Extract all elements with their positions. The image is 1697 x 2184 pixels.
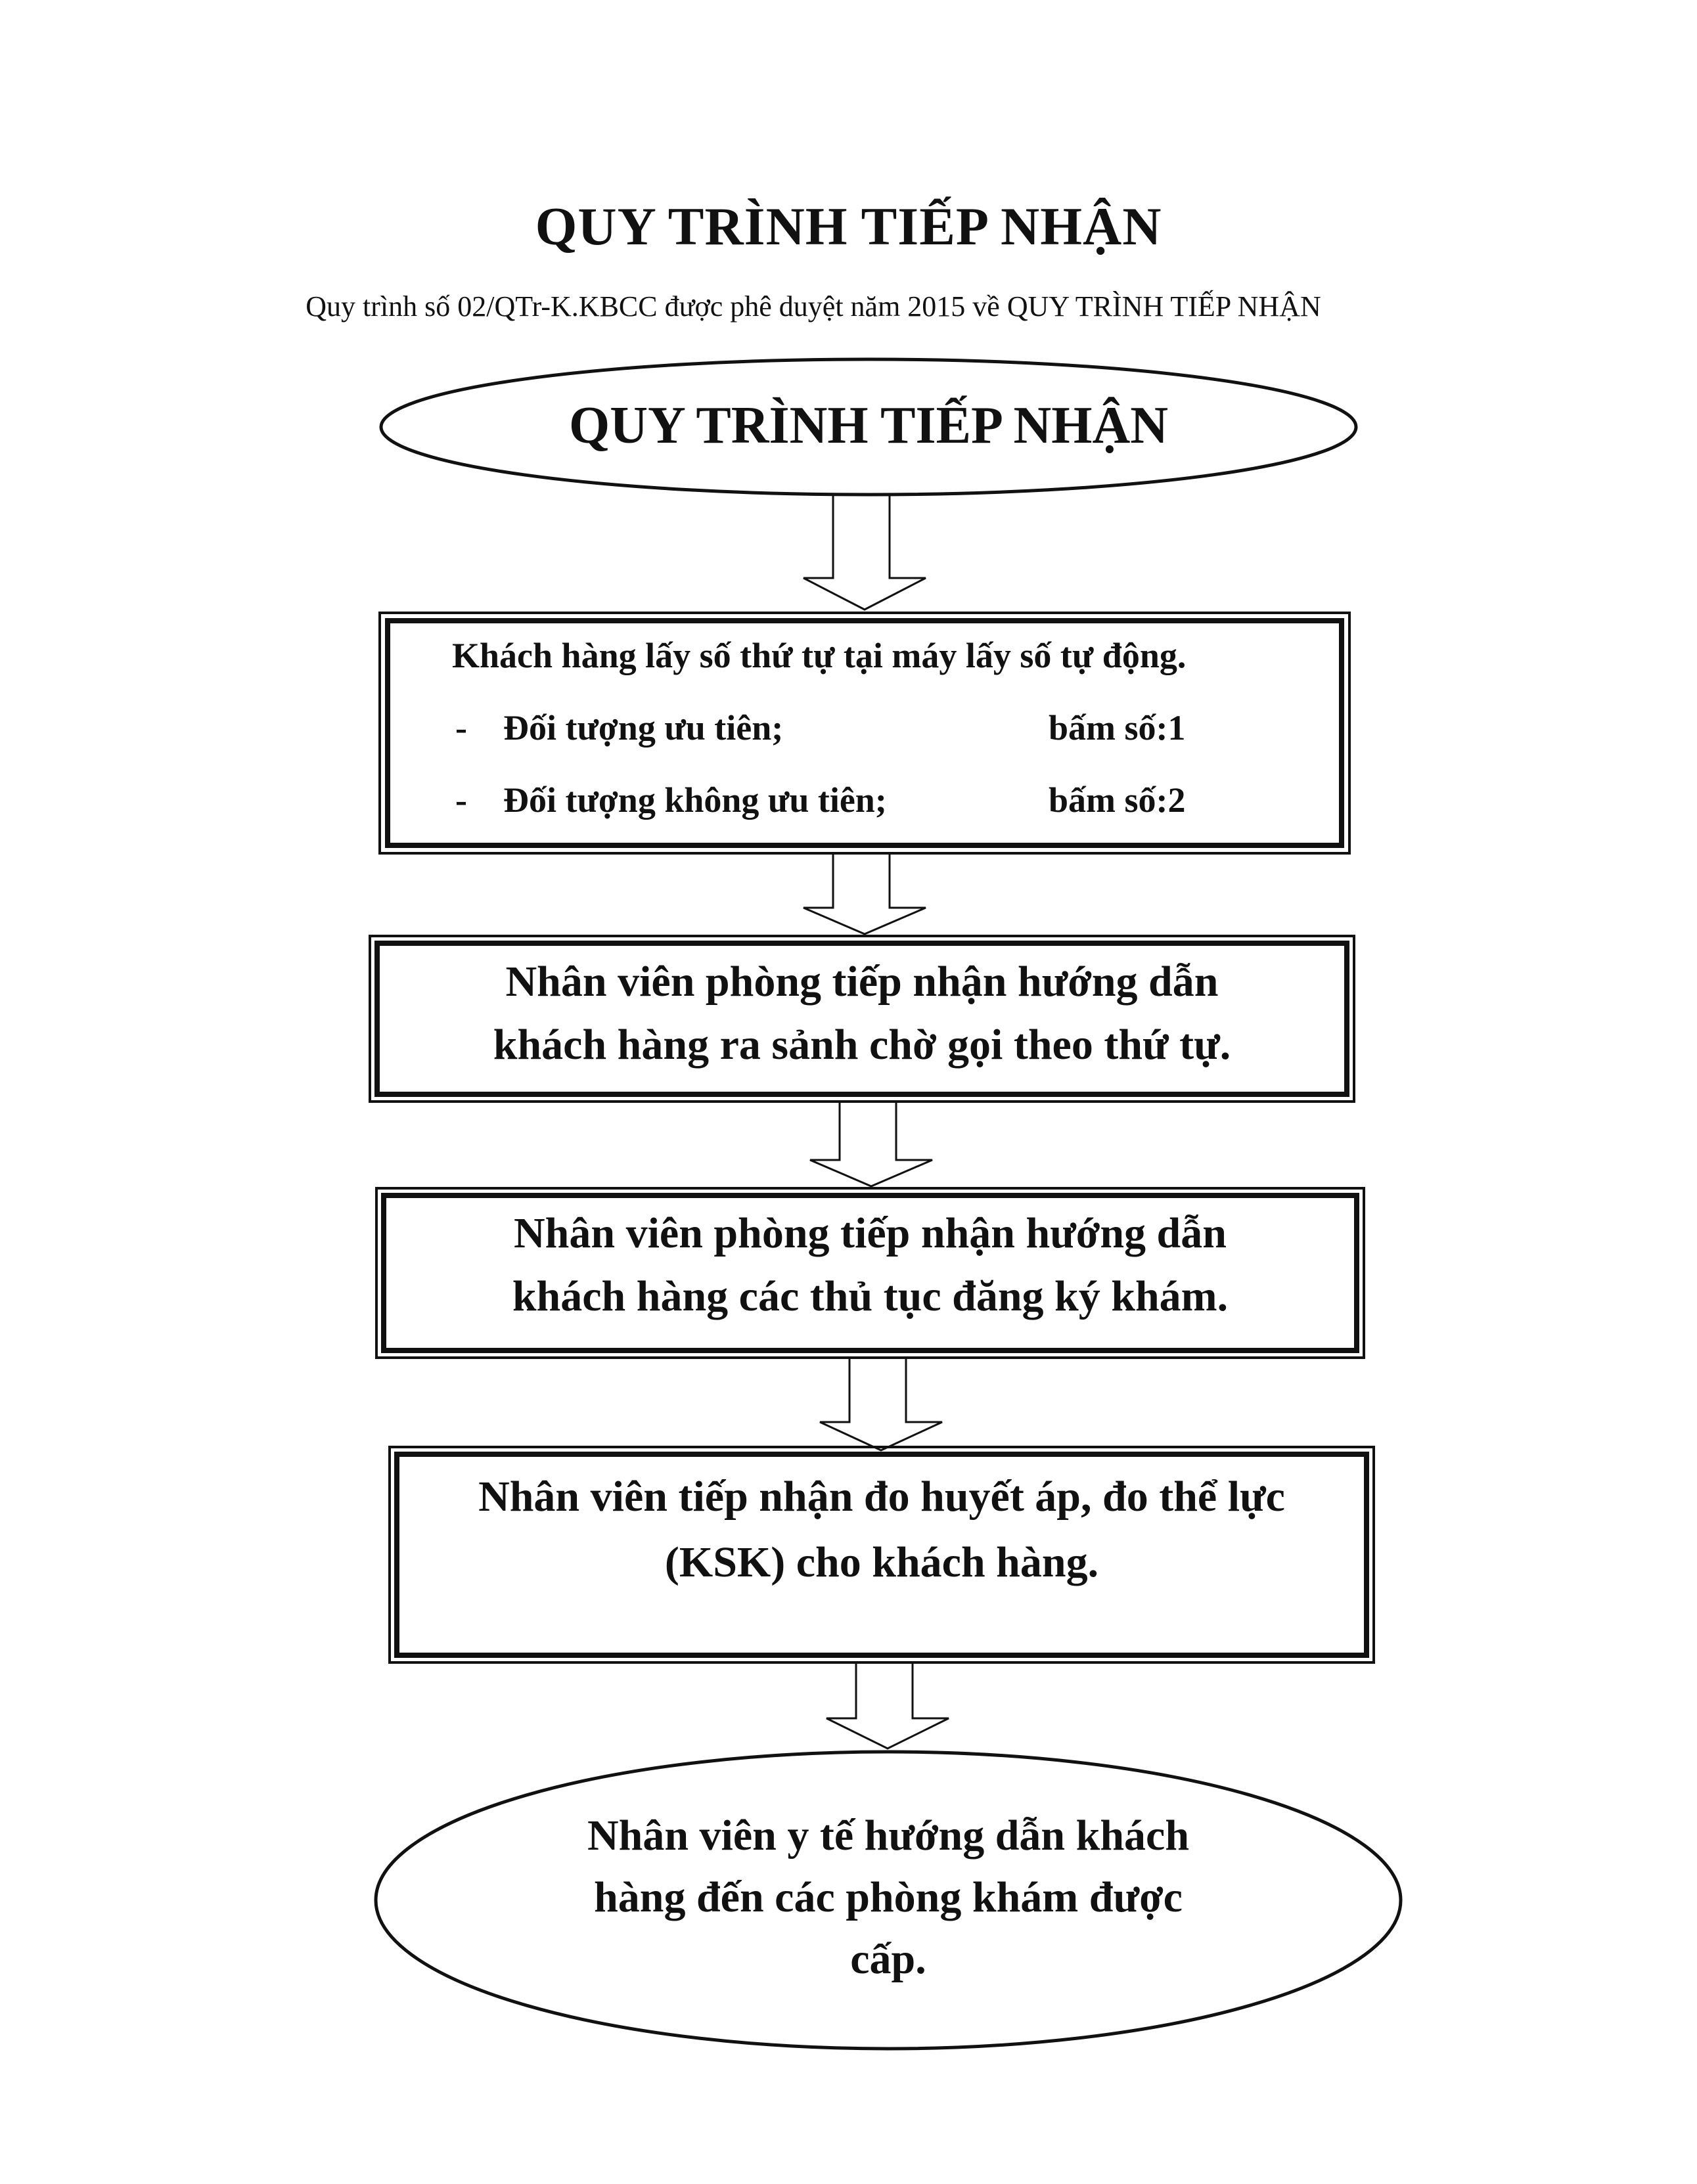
option-value: bấm số:2 <box>1049 780 1186 820</box>
option-label: Đối tượng ưu tiên; <box>503 708 784 747</box>
end-line2: hàng đến các phòng khám được <box>594 1873 1183 1921</box>
step-measure-line2: (KSK) cho khách hàng. <box>664 1538 1099 1586</box>
end-line3: cấp. <box>850 1935 926 1983</box>
arrow-measure-to-end <box>826 1662 949 1749</box>
arrow-ticket-to-lobby <box>803 853 926 934</box>
step-lobby-line1: Nhân viên phòng tiếp nhận hướng dẫn <box>505 958 1219 1006</box>
arrow-start-to-ticket <box>803 495 926 610</box>
step-lobby-text <box>377 950 1347 1077</box>
end-line1: Nhân viên y tế hướng dẫn khách <box>587 1812 1190 1860</box>
start-label: QUY TRÌNH TIẾP NHẬN <box>568 397 1169 455</box>
step-ticket-title: Khách hàng lấy số thứ tự tại máy lấy số tự động. <box>452 636 1187 675</box>
option-value: bấm số:1 <box>1049 708 1186 747</box>
document-subtitle: Quy trình số 02/QTr-K.KBCC được phê duyệt năm 2015 về QUY TRÌNH TIẾP NHẬN <box>305 290 1321 323</box>
bullet-dash: - <box>455 708 467 747</box>
option-non-priority <box>455 774 1309 826</box>
step-measure-text <box>397 1464 1367 1595</box>
option-label: Đối tượng không ưu tiên; <box>503 780 887 820</box>
bullet-dash: - <box>455 780 467 820</box>
option-priority <box>455 702 1309 754</box>
end-text <box>520 1805 1256 1990</box>
step-lobby-line2: khách hàng ra sảnh chờ gọi theo thứ tự. <box>493 1021 1231 1069</box>
step-measure-line1: Nhân viên tiếp nhận đo huyết áp, đo thể lực <box>478 1473 1285 1521</box>
page-title: QUY TRÌNH TIẾP NHẬN <box>535 196 1162 256</box>
arrow-register-to-measure <box>820 1358 942 1450</box>
step-register-text <box>384 1202 1357 1328</box>
step-register-line2: khách hàng các thủ tục đăng ký khám. <box>512 1272 1229 1320</box>
step-ticket-content <box>394 624 1327 821</box>
arrow-lobby-to-register <box>810 1102 932 1186</box>
step-register-line1: Nhân viên phòng tiếp nhận hướng dẫn <box>514 1209 1227 1257</box>
